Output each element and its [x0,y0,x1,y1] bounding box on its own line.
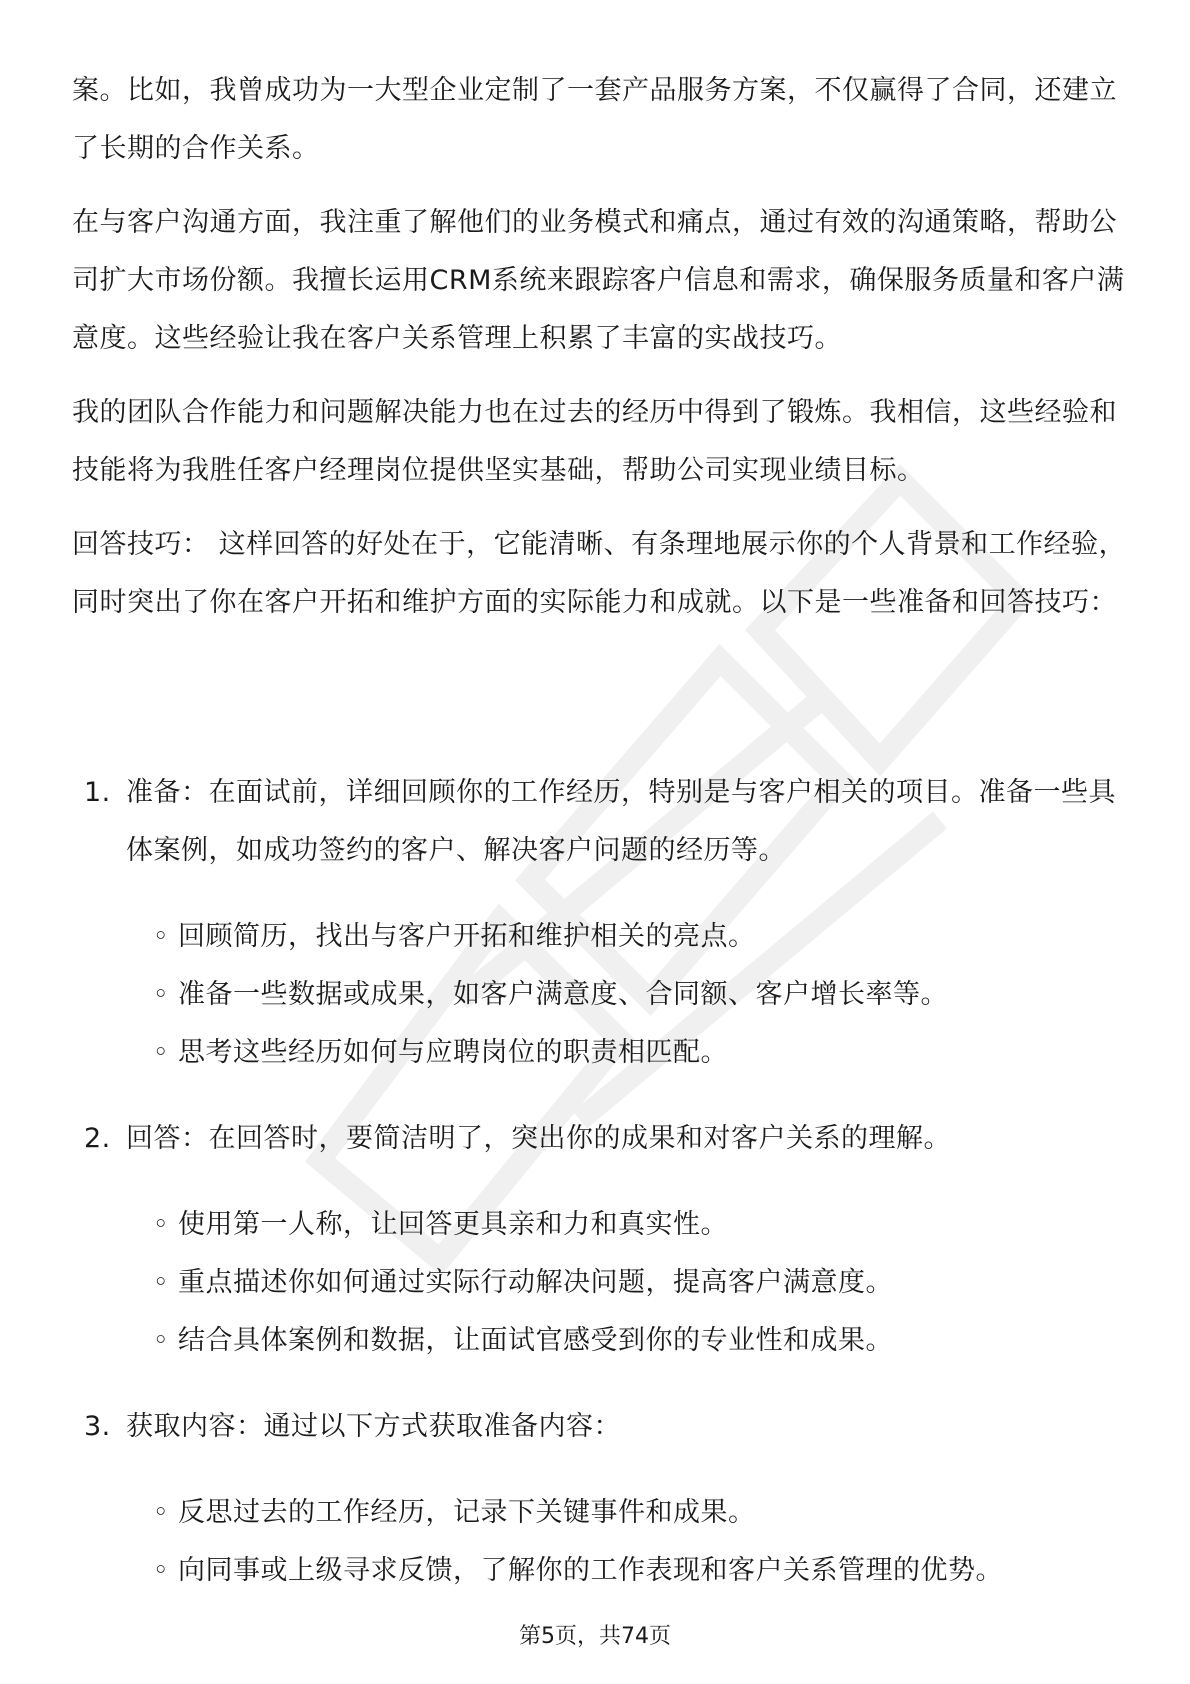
bullet-item [150,908,1130,966]
bullet-text: 思考这些经历如何与应聘岗位的职责相匹配。 [178,1037,728,1068]
bullet-circle-icon: ◦ [152,1037,170,1068]
bullet-item [150,1024,1130,1082]
bullet-text: 反思过去的工作经历，记录下关键事件和成果。 [178,1497,756,1528]
bullet-item [150,1254,1130,1312]
bullet-text: 向同事或上级寻求反馈，了解你的工作表现和客户关系管理的优势。 [178,1555,1003,1586]
bullet-item [150,1484,1130,1542]
bullet-text: 准备一些数据或成果，如客户满意度、合同额、客户增长率等。 [178,979,948,1010]
page-footer: 第5页，共74页 [519,1624,671,1649]
list-item-text: 回答：在回答时，要简洁明了，突出你的成果和对客户关系的理解。 [126,1123,951,1154]
bullet-item [150,1542,1130,1600]
bullet-circle-icon: ◦ [152,1267,170,1298]
bullet-circle-icon: ◦ [152,1555,170,1586]
bullet-text: 结合具体案例和数据，让面试官感受到你的专业性和成果。 [178,1325,893,1356]
list-item-answer [72,1110,1128,1168]
bullet-item [150,966,1130,1024]
bullet-circle-icon: ◦ [152,921,170,952]
list-number: 3. [84,1411,111,1442]
paragraph-3: 我的团队合作能力和问题解决能力也在过去的经历中得到了锻炼。我相信，这些经验和技能将为我胜任客户经理岗位提供坚实基础，帮助公司实现业绩目标。 [72,397,1117,486]
bullet-circle-icon: ◦ [152,979,170,1010]
bullet-text: 回顾简历，找出与客户开拓和维护相关的亮点。 [178,921,756,952]
bullet-circle-icon: ◦ [152,1325,170,1356]
bullet-text: 重点描述你如何通过实际行动解决问题，提高客户满意度。 [178,1267,893,1298]
paragraph-answer-tips: 回答技巧： 这样回答的好处在于，它能清晰、有条理地展示你的个人背景和工作经验，同时突出了你在客户开拓和维护方面的实际能力和成就。以下是一些准备和回答技巧： [72,529,1127,618]
list-item-prepare [72,764,1128,880]
paragraph-2: 在与客户沟通方面，我注重了解他们的业务模式和痛点，通过有效的沟通策略，帮助公司扩大市场份额。我擅长运用CRM系统来跟踪客户信息和需求，确保服务质量和客户满意度。这些经验让我在客户关系管理上积累了丰富的实战技巧。 [72,207,1125,354]
bullet-item [150,1312,1130,1370]
list-item-text: 获取内容：通过以下方式获取准备内容： [126,1411,621,1442]
bullet-item [150,1196,1130,1254]
bullet-text: 使用第一人称，让回答更具亲和力和真实性。 [178,1209,728,1240]
list-item-get-content [72,1398,1128,1456]
list-number: 1. [84,777,111,808]
bullet-circle-icon: ◦ [152,1209,170,1240]
list-item-text: 准备：在面试前，详细回顾你的工作经历，特别是与客户相关的项目。准备一些具体案例，如成功签约的客户、解决客户问题的经历等。 [126,777,1116,866]
bullet-circle-icon: ◦ [152,1497,170,1528]
paragraph-1: 案。比如，我曾成功为一大型企业定制了一套产品服务方案，不仅赢得了合同，还建立了长期的合作关系。 [72,75,1117,164]
list-number: 2. [84,1123,111,1154]
